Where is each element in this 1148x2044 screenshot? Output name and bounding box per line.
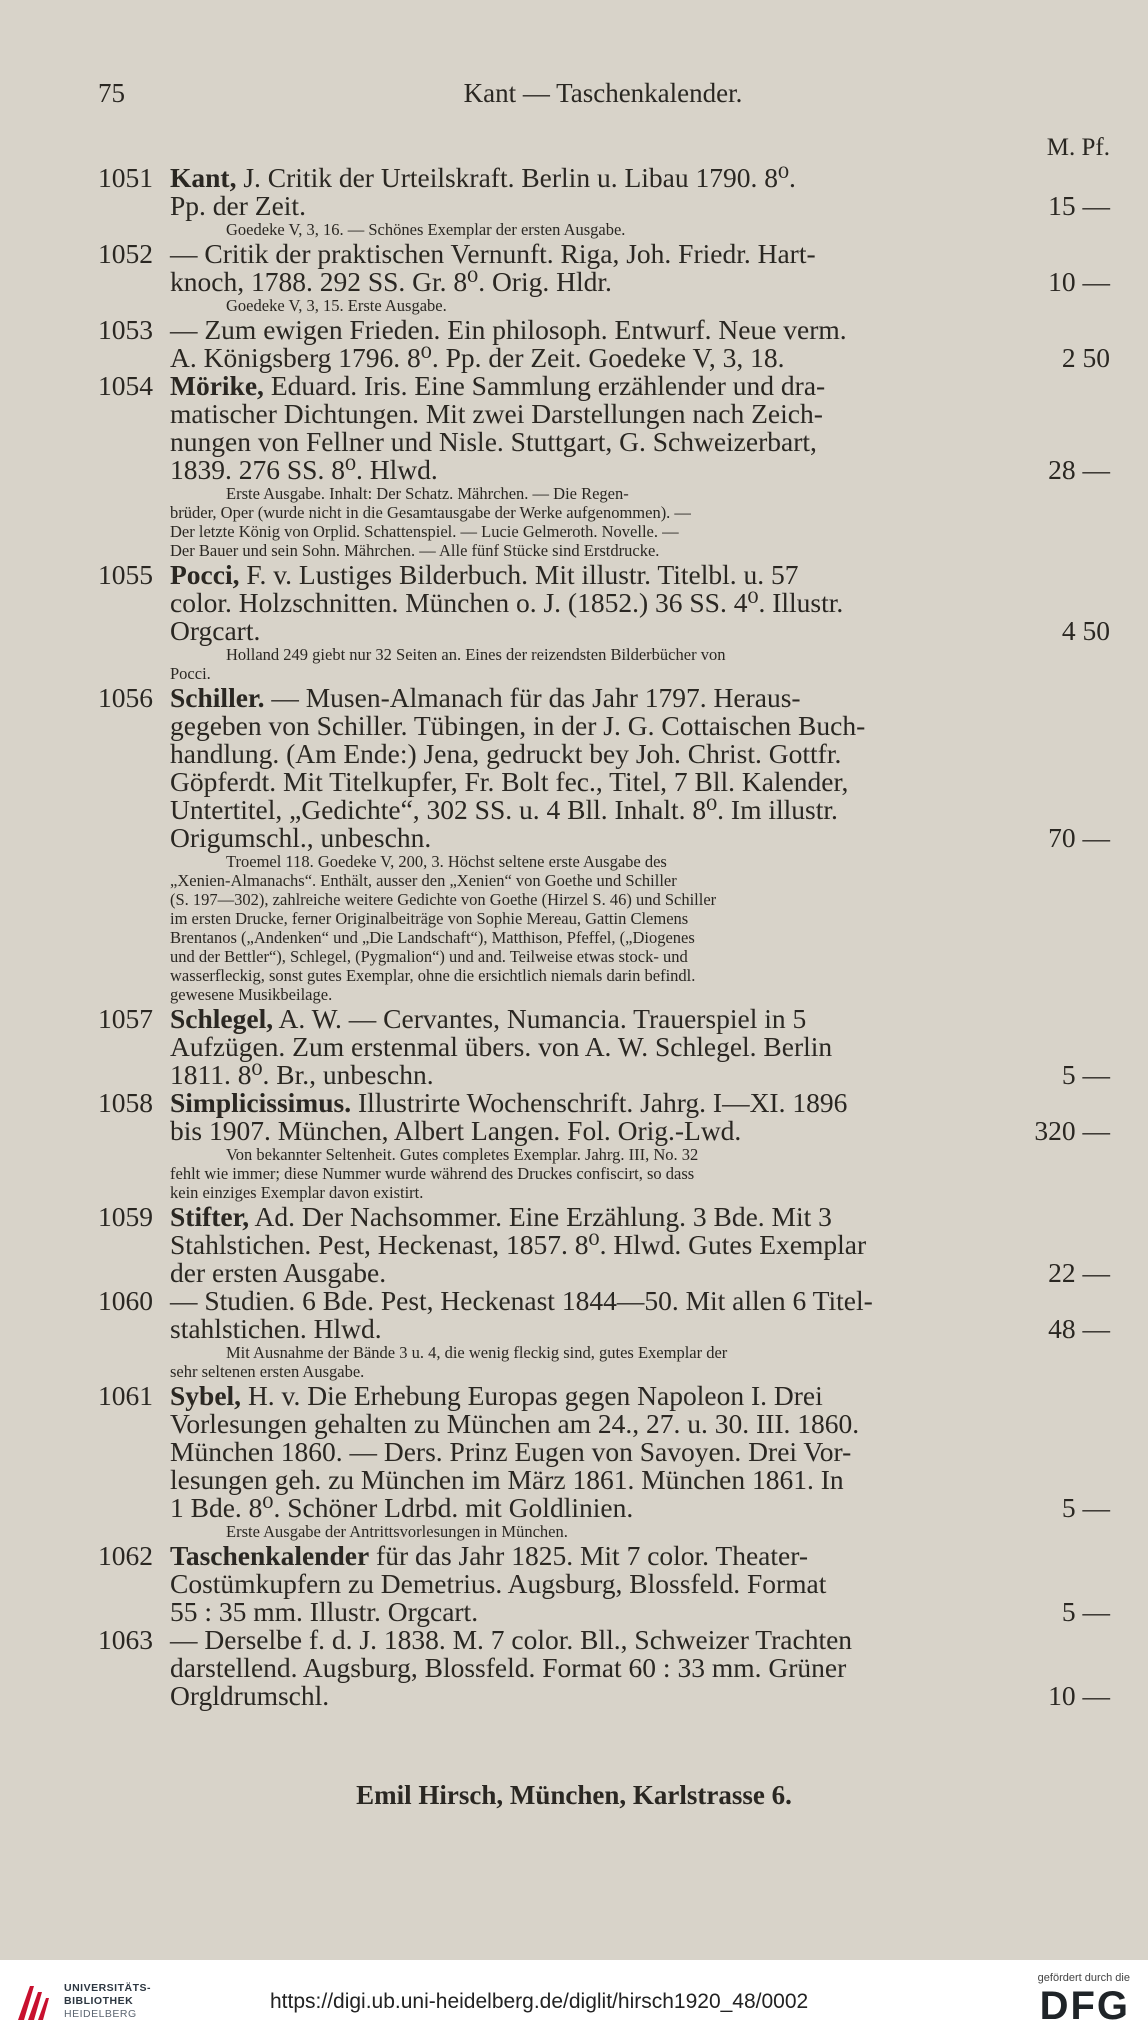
- entry-description: A. W. — Cervantes, Numancia. Trauerspiel in 5: [273, 1003, 807, 1034]
- entry-line: [98, 1438, 1110, 1466]
- entry-note: [170, 1522, 998, 1542]
- entry-text: [170, 589, 843, 617]
- permalink-url[interactable]: https://digi.ub.uni-heidelberg.de/diglit/hirsch1920_48/0002: [270, 1990, 809, 2013]
- entry-description: Illustrirte Wochenschrift. Jahrg. I—XI. 1896: [351, 1087, 848, 1118]
- funder-label: gefördert durch die: [1037, 1972, 1130, 1984]
- entry-description: — Zum ewigen Frieden. Ein philosoph. Entwurf. Neue verm.: [170, 314, 847, 345]
- catalog-entry: [98, 1382, 1110, 1542]
- entry-author: Schiller.: [170, 682, 265, 713]
- entry-text: [170, 768, 848, 796]
- entry-text: [170, 268, 612, 296]
- entry-line: [98, 768, 1110, 796]
- entry-description: Eduard. Iris. Eine Sammlung erzählender und dra-: [263, 370, 826, 401]
- entry-text: [170, 344, 784, 372]
- entry-number: 1061: [98, 1380, 153, 1411]
- entry-note: [170, 220, 998, 240]
- entry-line: [98, 1570, 1110, 1598]
- entry-note-line: brüder, Oper (wurde nicht in die Gesamtausgabe der Werke aufgenommen). —: [170, 503, 691, 522]
- entry-line: [98, 268, 1110, 296]
- entry-note: [170, 484, 998, 561]
- entry-description: gegeben von Schiller. Tübingen, in der J. G. Cottaischen Buch-: [170, 710, 866, 741]
- entry-line: [98, 589, 1110, 617]
- entry-note-line: „Xenien-Almanachs“. Enthält, ausser den „Xenien“ von Goethe und Schiller: [170, 871, 677, 890]
- catalog-entry: [98, 1626, 1110, 1710]
- entry-text: [170, 1494, 633, 1522]
- entry-note-line: Der letzte König von Orplid. Schattenspiel. — Lucie Gelmeroth. Novelle. —: [170, 522, 679, 541]
- entry-note-line: Erste Ausgabe der Antrittsvorlesungen in München.: [226, 1522, 568, 1541]
- entry-text: [170, 1033, 832, 1061]
- entry-description: knoch, 1788. 292 SS. Gr. 8⁰. Orig. Hldr.: [170, 266, 612, 297]
- entry-text: [170, 1626, 852, 1654]
- entry-price: 5 —: [1061, 1059, 1110, 1090]
- entry-line: [98, 1682, 1110, 1710]
- entry-description: 1 Bde. 8⁰. Schöner Ldrbd. mit Goldlinien.: [170, 1492, 634, 1523]
- entry-line: [98, 1494, 1110, 1522]
- entry-description: Origumschl., unbeschn.: [170, 822, 432, 853]
- entry-description: Pp. der Zeit.: [170, 190, 306, 221]
- entry-number: 1056: [98, 682, 153, 713]
- library-name-line1: UNIVERSITÄTS-: [64, 1982, 152, 1994]
- funder-logo: [1038, 1972, 1130, 2028]
- entry-text: [170, 1315, 382, 1343]
- entry-price: 4 50: [1061, 615, 1110, 646]
- entry-line: [98, 428, 1110, 456]
- entry-line: [98, 684, 1110, 712]
- entry-description: — Critik der praktischen Vernunft. Riga, Joh. Friedr. Hart-: [170, 238, 816, 269]
- entry-text: [170, 1410, 859, 1438]
- entry-number: 1055: [98, 559, 153, 590]
- catalog-entry: [98, 1203, 1110, 1287]
- entry-text: [170, 1654, 846, 1682]
- entry-line: [98, 1466, 1110, 1494]
- entry-description: 1839. 276 SS. 8⁰. Hlwd.: [170, 454, 438, 485]
- entry-note-line: Brentanos („Andenken“ und „Die Landschaft“), Matthison, Pfeffel, („Diogenes: [170, 928, 695, 947]
- entry-description: 55 : 35 mm. Illustr. Orgcart.: [170, 1596, 479, 1627]
- catalog-entry: [98, 164, 1110, 240]
- entry-text: [170, 824, 431, 852]
- entry-note-line: gewesene Musikbeilage.: [170, 985, 333, 1004]
- entry-line: [98, 1410, 1110, 1438]
- catalog-entry: [98, 316, 1110, 372]
- entry-line: [98, 561, 1110, 589]
- entry-text: [170, 1466, 844, 1494]
- entry-description: handlung. (Am Ende:) Jena, gedruckt bey Joh. Christ. Gottfr.: [170, 738, 842, 769]
- entry-line: [98, 1259, 1110, 1287]
- entry-line: [98, 1542, 1110, 1570]
- entry-text: [170, 164, 796, 192]
- entry-line: [98, 400, 1110, 428]
- entry-description: Göpferdt. Mit Titelkupfer, Fr. Bolt fec., Titel, 7 Bll. Kalender,: [170, 766, 849, 797]
- entry-note-line: (S. 197—302), zahlreiche weitere Gedichte von Goethe (Hirzel S. 46) und Schiller: [170, 890, 717, 909]
- entry-line: [98, 316, 1110, 344]
- entry-line: [98, 712, 1110, 740]
- entry-description: A. Königsberg 1796. 8⁰. Pp. der Zeit. Goedeke V, 3, 18.: [170, 342, 785, 373]
- entry-description: lesungen geh. zu München im März 1861. München 1861. In: [170, 1464, 844, 1495]
- entry-description: stahlstichen. Hlwd.: [170, 1313, 382, 1344]
- entry-number: 1058: [98, 1087, 153, 1118]
- entry-number: 1057: [98, 1003, 153, 1034]
- entry-price: 5 —: [1061, 1596, 1110, 1627]
- entry-note: [170, 1145, 998, 1203]
- entry-text: [170, 1089, 847, 1117]
- entry-line: [98, 1231, 1110, 1259]
- entry-description: Untertitel, „Gedichte“, 302 SS. u. 4 Bll. Inhalt. 8⁰. Im illustr.: [170, 794, 838, 825]
- entry-description: Ad. Der Nachsommer. Eine Erzählung. 3 Bde. Mit 3: [249, 1201, 832, 1232]
- entry-price: 5 —: [1061, 1492, 1110, 1523]
- entry-text: [170, 1382, 823, 1410]
- entry-line: [98, 1089, 1110, 1117]
- entry-description: — Studien. 6 Bde. Pest, Heckenast 1844—50. Mit allen 6 Titel-: [170, 1285, 873, 1316]
- entry-line: [98, 1626, 1110, 1654]
- library-name-line3: HEIDELBERG: [64, 2008, 137, 2020]
- entry-number: 1054: [98, 370, 153, 401]
- entry-number: 1051: [98, 162, 153, 193]
- entry-note-line: Von bekannter Seltenheit. Gutes completes Exemplar. Jahrg. III, No. 32: [226, 1145, 699, 1164]
- entry-text: [170, 428, 817, 456]
- entry-note-line: wasserfleckig, sonst gutes Exemplar, ohne die ersichtlich niemals darin befindl.: [170, 966, 696, 985]
- entry-price: 2 50: [1061, 342, 1110, 373]
- entry-description: für das Jahr 1825. Mit 7 color. Theater-: [369, 1540, 809, 1571]
- entry-line: [98, 1117, 1110, 1145]
- entry-author: Sybel,: [170, 1380, 242, 1411]
- entry-line: [98, 1598, 1110, 1626]
- entry-author: Schlegel,: [170, 1003, 274, 1034]
- entry-text: [170, 1259, 386, 1287]
- entry-line: [98, 192, 1110, 220]
- entry-note-line: kein einziges Exemplar davon existirt.: [170, 1183, 424, 1202]
- entry-text: [170, 617, 260, 645]
- entry-text: [170, 372, 825, 400]
- entry-description: F. v. Lustiges Bilderbuch. Mit illustr. Titelbl. u. 57: [239, 559, 799, 590]
- entry-note-line: Mit Ausnahme der Bände 3 u. 4, die wenig fleckig sind, gutes Exemplar der: [226, 1343, 728, 1362]
- entry-text: [170, 1061, 434, 1089]
- entry-text: [170, 1570, 826, 1598]
- entry-text: [170, 561, 799, 589]
- catalog-entry: [98, 372, 1110, 561]
- entry-text: [170, 240, 816, 268]
- entry-line: [98, 740, 1110, 768]
- entry-text: [170, 1542, 808, 1570]
- entry-line: [98, 456, 1110, 484]
- entry-line: [98, 1315, 1110, 1343]
- entry-description: bis 1907. München, Albert Langen. Fol. Orig.-Lwd.: [170, 1115, 742, 1146]
- entry-author: Stifter,: [170, 1201, 250, 1232]
- entry-line: [98, 1287, 1110, 1315]
- entry-line: [98, 164, 1110, 192]
- entry-line: [98, 240, 1110, 268]
- entry-text: [170, 1598, 478, 1626]
- entry-text: [170, 796, 838, 824]
- entry-author: Mörike,: [170, 370, 264, 401]
- entry-note-line: und der Bettler“), Schlegel, (Pygmalion“) und and. Teilweise etwas stock- und: [170, 947, 688, 966]
- entry-description: Orgldrumschl.: [170, 1680, 330, 1711]
- catalog-entries: [98, 164, 1110, 1710]
- entry-description: 1811. 8⁰. Br., unbeschn.: [170, 1059, 434, 1090]
- entry-number: 1060: [98, 1285, 153, 1316]
- running-header: [98, 78, 1108, 118]
- entry-text: [170, 1438, 851, 1466]
- entry-text: [170, 712, 865, 740]
- entry-price: 70 —: [1048, 822, 1110, 853]
- entry-text: [170, 1287, 873, 1315]
- university-library-logo-icon: [14, 1980, 52, 2026]
- entry-note-line: Holland 249 giebt nur 32 Seiten an. Eines der reizendsten Bilderbücher von: [226, 645, 726, 664]
- catalog-entry: [98, 684, 1110, 1005]
- entry-line: [98, 1005, 1110, 1033]
- entry-text: [170, 400, 823, 428]
- entry-author: Kant,: [170, 162, 237, 193]
- entry-note-line: Pocci.: [170, 664, 211, 683]
- entry-text: [170, 1005, 806, 1033]
- entry-description: color. Holzschnitten. München o. J. (1852.) 36 SS. 4⁰. Illustr.: [170, 587, 844, 618]
- library-name-line2: BIBLIOTHEK: [64, 1995, 134, 2007]
- entry-price: 320 —: [1034, 1115, 1110, 1146]
- entry-text: [170, 1231, 866, 1259]
- entry-note: [170, 296, 998, 316]
- entry-note: [170, 1343, 998, 1382]
- entry-line: [98, 1203, 1110, 1231]
- entry-description: München 1860. — Ders. Prinz Eugen von Savoyen. Drei Vor-: [170, 1436, 852, 1467]
- entry-description: nungen von Fellner und Nisle. Stuttgart, G. Schweizerbart,: [170, 426, 817, 457]
- entry-price: 28 —: [1048, 454, 1110, 485]
- catalog-entry: [98, 240, 1110, 316]
- dfg-logo: DFG: [1039, 1984, 1130, 2028]
- entry-line: [98, 372, 1110, 400]
- entry-description: Orgcart.: [170, 615, 261, 646]
- entry-line: [98, 824, 1110, 852]
- entry-description: J. Critik der Urteilskraft. Berlin u. Libau 1790. 8⁰.: [236, 162, 796, 193]
- catalog-entry: [98, 561, 1110, 684]
- entry-price: 22 —: [1048, 1257, 1110, 1288]
- entry-description: Aufzügen. Zum erstenmal übers. von A. W. Schlegel. Berlin: [170, 1031, 833, 1062]
- entry-description: Stahlstichen. Pest, Heckenast, 1857. 8⁰. Hlwd. Gutes Exemplar: [170, 1229, 867, 1260]
- entry-note-line: im ersten Drucke, ferner Originalbeiträge von Sophie Mereau, Gattin Clemens: [170, 909, 689, 928]
- entry-line: [98, 1033, 1110, 1061]
- catalog-entry: [98, 1287, 1110, 1382]
- library-name: [64, 1982, 151, 2021]
- page-title: Kant — Taschenkalender.: [463, 78, 743, 108]
- entry-number: 1052: [98, 238, 153, 269]
- entry-note-line: sehr seltenen ersten Ausgabe.: [170, 1362, 365, 1381]
- entry-description: Costümkupfern zu Demetrius. Augsburg, Blossfeld. Format: [170, 1568, 827, 1599]
- catalog-entry: [98, 1089, 1110, 1203]
- price-column-header: M. Pf.: [1046, 134, 1110, 161]
- entry-note-line: Troemel 118. Goedeke V, 200, 3. Höchst seltene erste Ausgabe des: [226, 852, 667, 871]
- entry-line: [98, 344, 1110, 372]
- entry-note: [170, 852, 998, 1005]
- entry-number: 1059: [98, 1201, 153, 1232]
- entry-author: Pocci,: [170, 559, 240, 590]
- entry-description: matischer Dichtungen. Mit zwei Darstellungen nach Zeich-: [170, 398, 823, 429]
- entry-description: — Musen-Almanach für das Jahr 1797. Heraus-: [264, 682, 801, 713]
- entry-description: H. v. Die Erhebung Europas gegen Napoleon I. Drei: [241, 1380, 823, 1411]
- entry-author: Simplicissimus.: [170, 1087, 352, 1118]
- entry-note-line: Goedeke V, 3, 16. — Schönes Exemplar der ersten Ausgabe.: [226, 220, 626, 239]
- entry-text: [170, 1203, 832, 1231]
- entry-text: [170, 456, 438, 484]
- imprint: Emil Hirsch, München, Karlstrasse 6.: [356, 1780, 792, 1810]
- entry-author: Taschenkalender: [170, 1540, 370, 1571]
- entry-number: 1062: [98, 1540, 153, 1571]
- entry-text: [170, 684, 801, 712]
- entry-description: — Derselbe f. d. J. 1838. M. 7 color. Bll., Schweizer Trachten: [170, 1624, 853, 1655]
- entry-text: [170, 1117, 741, 1145]
- page-number: 75: [98, 78, 125, 108]
- entry-line: [98, 1061, 1110, 1089]
- entry-note-line: Der Bauer und sein Sohn. Mährchen. — Alle fünf Stücke sind Erstdrucke.: [170, 541, 660, 560]
- entry-price: 10 —: [1048, 266, 1110, 297]
- entry-note: [170, 645, 998, 684]
- entry-text: [170, 316, 847, 344]
- entry-price: 10 —: [1048, 1680, 1110, 1711]
- entry-number: 1063: [98, 1624, 153, 1655]
- entry-description: darstellend. Augsburg, Blossfeld. Format 60 : 33 mm. Grüner: [170, 1652, 847, 1683]
- entry-text: [170, 740, 841, 768]
- entry-text: [170, 192, 306, 220]
- entry-number: 1053: [98, 314, 153, 345]
- catalog-entry: [98, 1005, 1110, 1089]
- entry-price: 15 —: [1048, 190, 1110, 221]
- entry-note-line: Goedeke V, 3, 15. Erste Ausgabe.: [226, 296, 447, 315]
- entry-price: 48 —: [1048, 1313, 1110, 1344]
- entry-line: [98, 1654, 1110, 1682]
- entry-line: [98, 796, 1110, 824]
- entry-description: der ersten Ausgabe.: [170, 1257, 387, 1288]
- viewer-footer: [0, 1960, 1148, 2044]
- entry-line: [98, 617, 1110, 645]
- catalog-entry: [98, 1542, 1110, 1626]
- entry-note-line: fehlt wie immer; diese Nummer wurde während des Druckes confiscirt, so dass: [170, 1164, 695, 1183]
- entry-text: [170, 1682, 329, 1710]
- entry-line: [98, 1382, 1110, 1410]
- entry-description: Vorlesungen gehalten zu München am 24., 27. u. 30. III. 1860.: [170, 1408, 860, 1439]
- entry-note-line: Erste Ausgabe. Inhalt: Der Schatz. Mährchen. — Die Regen-: [226, 484, 629, 503]
